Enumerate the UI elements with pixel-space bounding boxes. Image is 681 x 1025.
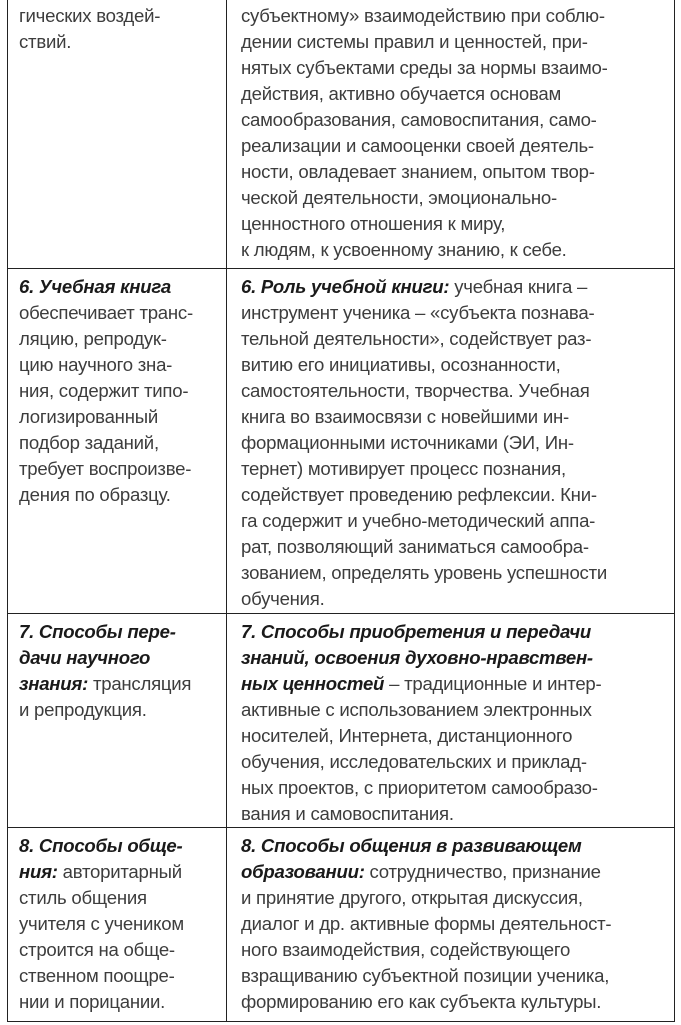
text-line [19, 885, 218, 911]
body-text: нии и порицании. [19, 991, 166, 1012]
text-line [19, 645, 218, 671]
text-line [241, 833, 672, 859]
heading-text: 8. Способы общения в развивающем [241, 835, 582, 856]
text-line [19, 671, 218, 697]
text-line [241, 404, 672, 430]
heading-text: дачи научного [19, 647, 151, 668]
cell-traditional [8, 269, 227, 613]
body-text: содействует проведению рефлексии. Кни- [241, 484, 597, 505]
text-line [19, 911, 218, 937]
text-line [19, 378, 218, 404]
body-text: логизированный [19, 406, 158, 427]
body-text: инструмент ученика – «субъекта познава- [241, 302, 595, 323]
body-text: самообразования, самовоспитания, само- [241, 109, 597, 130]
text-line [241, 560, 672, 586]
body-text: формированию его как субъекта культуры. [241, 991, 602, 1012]
body-text: активные с использованием электронных [241, 699, 592, 720]
body-text: и репродукция. [19, 699, 147, 720]
text-line [241, 885, 672, 911]
body-text: авторитарный [57, 861, 182, 882]
heading-text: 7. Способы приобретения и передачи [241, 621, 592, 642]
body-text: строится на обще- [19, 939, 175, 960]
body-text: дения по образцу. [19, 484, 171, 505]
heading-text: знаний, освоения духовно-нравствен- [241, 647, 593, 668]
text-line [241, 430, 672, 456]
text-line [19, 430, 218, 456]
text-line [19, 937, 218, 963]
body-text: ности, овладевает знанием, опытом твор- [241, 161, 595, 182]
text-line [241, 133, 672, 159]
text-line [241, 185, 672, 211]
body-text: – традиционные и интер- [384, 673, 602, 694]
text-line [241, 300, 672, 326]
body-text: носителей, Интернета, дистанционного [241, 725, 573, 746]
text-line [241, 508, 672, 534]
body-text: тельной деятельности», содействует раз- [241, 328, 592, 349]
body-text: гических воздей- [19, 5, 161, 26]
text-line [241, 775, 672, 801]
text-line [19, 963, 218, 989]
text-line [241, 859, 672, 885]
text-line [241, 81, 672, 107]
text-line [241, 107, 672, 133]
cell-developmental [227, 0, 674, 268]
heading-text: ния: [19, 861, 58, 882]
body-text: дении системы правил и ценностей, при- [241, 31, 588, 52]
body-text: к людям, к усвоенному знанию, к себе. [241, 239, 567, 260]
text-line [241, 29, 672, 55]
text-line [19, 456, 218, 482]
text-line [19, 833, 218, 859]
text-line [241, 456, 672, 482]
text-line [241, 645, 672, 671]
text-line [19, 859, 218, 885]
body-text: цию научного зна- [19, 354, 173, 375]
body-text: га содержит и учебно-методический аппа- [241, 510, 596, 531]
body-text: книга во взаимосвязи с новейшими ин- [241, 406, 569, 427]
body-text: тернет) мотивирует процесс познания, [241, 458, 566, 479]
cell-traditional [8, 0, 227, 268]
body-text: диалог и др. активные формы деятельност- [241, 913, 612, 934]
body-text: учебная книга – [449, 276, 588, 297]
body-text: обеспечивает транс- [19, 302, 193, 323]
text-line [241, 534, 672, 560]
heading-text: 6. Учебная книга [19, 276, 171, 297]
body-text: ствий. [19, 31, 72, 52]
text-line [241, 211, 672, 237]
text-line [241, 671, 672, 697]
cell-traditional [8, 828, 227, 1021]
text-line [241, 697, 672, 723]
text-line [19, 3, 218, 29]
heading-text: 6. Роль учебной книги: [241, 276, 450, 297]
table-row [8, 0, 674, 268]
text-line [241, 989, 672, 1015]
text-line [241, 586, 672, 612]
body-text: ценностного отношения к миру, [241, 213, 506, 234]
text-line [241, 3, 672, 29]
body-text: ных проектов, с приоритетом самообразо- [241, 777, 598, 798]
text-line [241, 326, 672, 352]
body-text: ния, содержит типо- [19, 380, 189, 401]
body-text: и принятие другого, открытая дискуссия, [241, 887, 583, 908]
heading-text: образовании: [241, 861, 365, 882]
text-line [19, 482, 218, 508]
text-line [19, 326, 218, 352]
body-text: требует воспроизве- [19, 458, 192, 479]
body-text: реализации и самооценки своей деятель- [241, 135, 594, 156]
body-text: взращиванию субъектной позиции ученика, [241, 965, 610, 986]
heading-text: знания: [19, 673, 89, 694]
body-text: трансляция [88, 673, 192, 694]
text-line [19, 274, 218, 300]
text-line [19, 29, 218, 55]
text-line [19, 404, 218, 430]
body-text: ственном поощре- [19, 965, 175, 986]
body-text: субъектному» взаимодействию при соблю- [241, 5, 605, 26]
cell-developmental [227, 269, 674, 613]
heading-text: 8. Способы обще- [19, 835, 183, 856]
body-text: самостоятельности, творчества. Учебная [241, 380, 590, 401]
text-line [241, 274, 672, 300]
text-line [19, 697, 218, 723]
text-line [241, 159, 672, 185]
body-text: подбор заданий, [19, 432, 159, 453]
cell-traditional [8, 614, 227, 827]
comparison-table [7, 0, 675, 1022]
text-line [19, 619, 218, 645]
text-line [19, 989, 218, 1015]
heading-text: 7. Способы пере- [19, 621, 176, 642]
text-line [241, 482, 672, 508]
body-text: учителя с учеником [19, 913, 184, 934]
body-text: зованием, определять уровень успешности [241, 562, 607, 583]
text-line [241, 801, 672, 827]
body-text: обучения, исследовательских и приклад- [241, 751, 587, 772]
text-line [241, 237, 672, 263]
table-row [8, 613, 674, 827]
text-line [241, 619, 672, 645]
text-line [241, 378, 672, 404]
body-text: ляцию, репродук- [19, 328, 167, 349]
body-text: рат, позволяющий заниматься самообра- [241, 536, 589, 557]
text-line [241, 352, 672, 378]
body-text: обучения. [241, 588, 325, 609]
text-line [241, 749, 672, 775]
body-text: нятых субъектами среды за нормы взаимо- [241, 57, 608, 78]
table-row [8, 268, 674, 613]
text-line [19, 300, 218, 326]
body-text: сотрудничество, признание [364, 861, 601, 882]
body-text: витию его инициативы, осознанности, [241, 354, 561, 375]
cell-developmental [227, 828, 674, 1021]
body-text: ческой деятельности, эмоционально- [241, 187, 557, 208]
body-text: действия, активно обучается основам [241, 83, 562, 104]
body-text: стиль общения [19, 887, 147, 908]
text-line [241, 55, 672, 81]
heading-text: ных ценностей [241, 673, 385, 694]
text-line [19, 352, 218, 378]
text-line [241, 723, 672, 749]
body-text: ного взаимодействия, содействующего [241, 939, 571, 960]
body-text: вания и самовоспитания. [241, 803, 454, 824]
text-line [241, 937, 672, 963]
cell-developmental [227, 614, 674, 827]
text-line [241, 963, 672, 989]
body-text: формационными источниками (ЭИ, Ин- [241, 432, 574, 453]
text-line [241, 911, 672, 937]
table-row [8, 827, 674, 1021]
